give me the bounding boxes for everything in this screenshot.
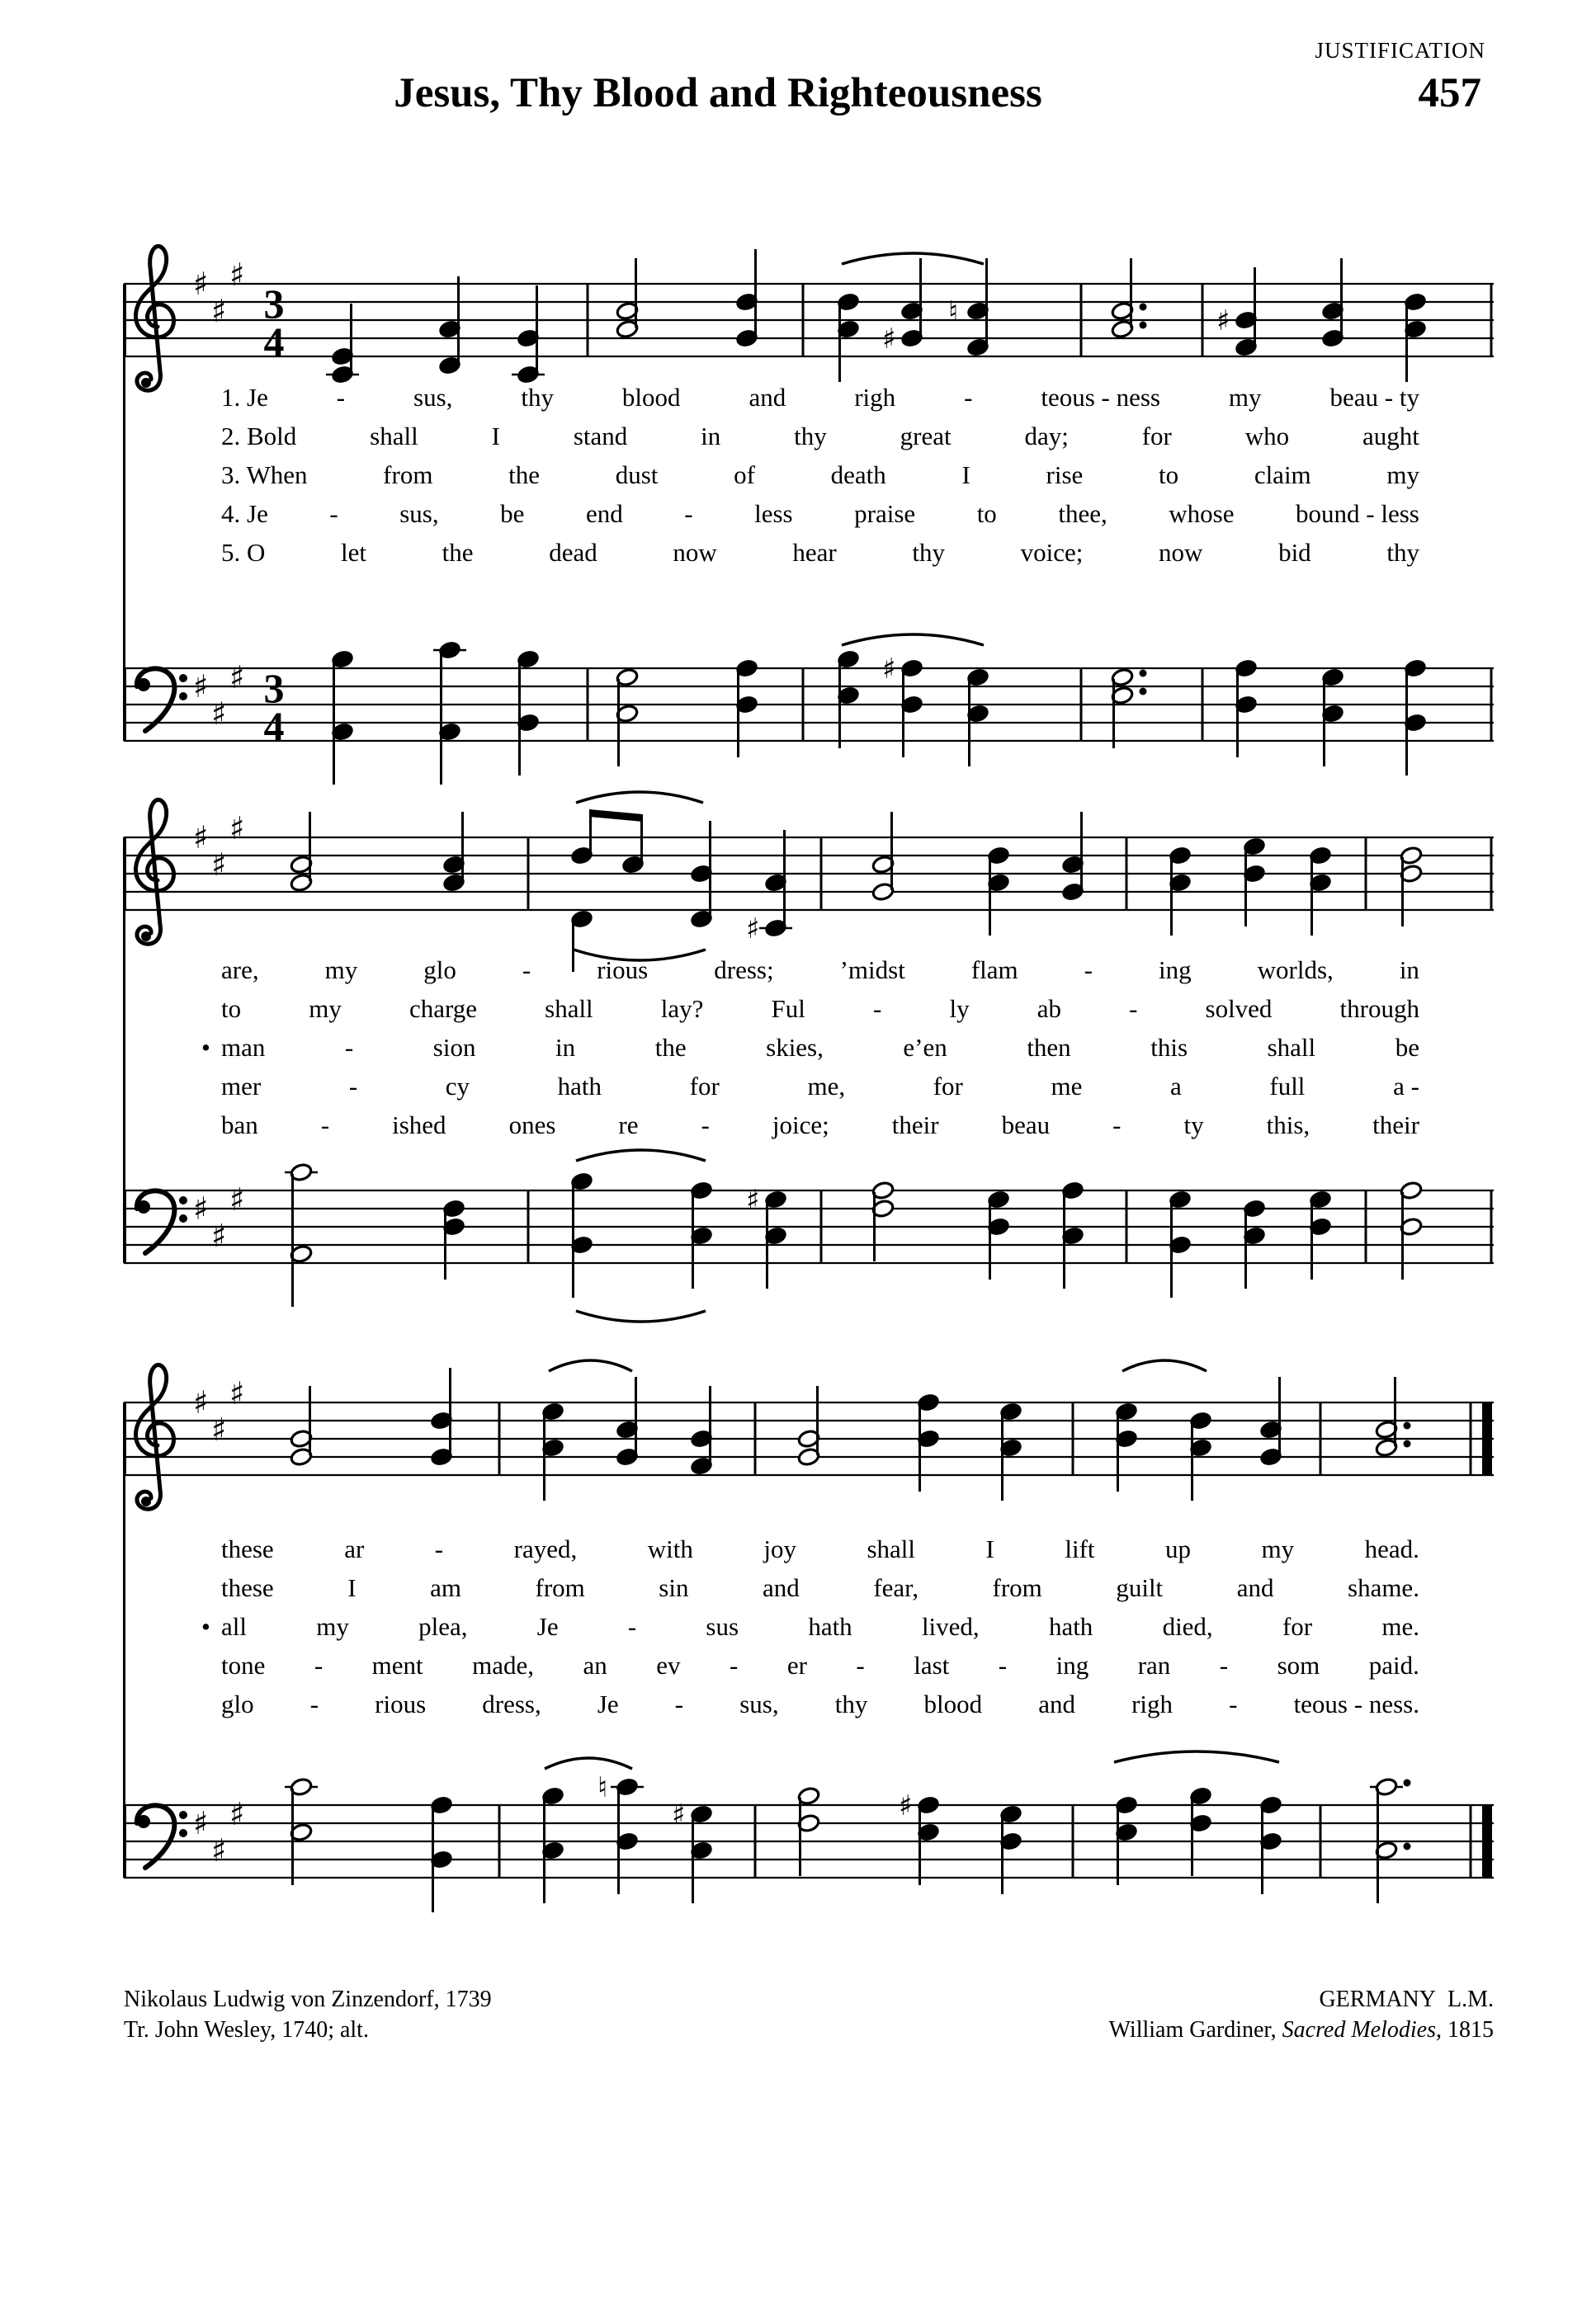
lyric-syllable: teous - ness. — [1293, 1690, 1419, 1718]
svg-text:♯: ♯ — [746, 1184, 760, 1217]
system-3-bass-staff — [124, 1756, 1494, 1954]
lyric-syllable: worlds, — [1257, 955, 1334, 984]
lyric-syllable: teous - ness — [1041, 383, 1160, 412]
lyric-syllable: - — [434, 1534, 444, 1563]
lyric-syllable: stand — [573, 422, 628, 450]
lyric-syllable: and — [1038, 1690, 1075, 1718]
lyric-syllable: my — [316, 1612, 349, 1641]
lyric-syllable: dress; — [714, 955, 774, 984]
hymn-number: 457 — [1418, 70, 1481, 116]
lyric-syllable: me — [1051, 1072, 1083, 1101]
lyric-syllable: beau — [1001, 1110, 1051, 1139]
svg-text:♯: ♯ — [193, 1805, 209, 1841]
lyric-line-4 — [221, 1072, 1419, 1110]
lyric-syllable: Ful — [771, 994, 805, 1023]
lyric-syllable: ment — [371, 1651, 423, 1680]
lyric-syllable: - — [873, 994, 882, 1023]
svg-text:♮: ♮ — [597, 1771, 608, 1804]
lyric-syllable: claim — [1254, 460, 1311, 489]
lyric-syllable: - — [1129, 994, 1138, 1023]
svg-text:4: 4 — [263, 318, 285, 365]
lyric-syllable: my — [1386, 460, 1419, 489]
lyric-syllable: hath — [557, 1072, 602, 1101]
system-2-barline — [123, 837, 125, 1263]
lyric-line-5 — [221, 538, 1419, 577]
lyric-syllable: charge — [408, 994, 478, 1023]
lyric-syllable: ing — [1055, 1651, 1089, 1680]
lyric-syllable: beau - ty — [1329, 383, 1419, 412]
lyric-syllable: Je — [536, 1612, 559, 1641]
lyric-line-1 — [221, 1534, 1419, 1573]
svg-text:♯: ♯ — [672, 1798, 686, 1831]
lyric-syllable: these — [221, 1573, 274, 1602]
lyric-syllable: - — [701, 1110, 710, 1139]
lyric-syllable: sin — [659, 1573, 689, 1602]
lyric-syllable: shall — [545, 994, 593, 1023]
lyric-syllable: sus, — [413, 383, 453, 412]
lyric-syllable: last — [914, 1651, 950, 1680]
svg-text:3: 3 — [263, 665, 285, 711]
lyric-syllable: a — [1169, 1072, 1182, 1101]
lyric-syllable: thy — [912, 538, 945, 567]
svg-text:3: 3 — [263, 280, 285, 327]
lyric-syllable: I — [985, 1534, 994, 1563]
lyric-syllable: in — [555, 1033, 576, 1062]
lyric-syllable: re — [618, 1110, 639, 1139]
lyric-syllable: and — [1236, 1573, 1274, 1602]
lyric-syllable: this — [1150, 1033, 1188, 1062]
svg-text:♯: ♯ — [193, 819, 209, 856]
svg-text:♯: ♯ — [211, 846, 227, 883]
lyric-syllable: an — [583, 1651, 607, 1680]
lyric-syllable: to — [1158, 460, 1179, 489]
lyric-syllable: in — [1399, 955, 1419, 984]
author-credit: Nikolaus Ludwig von Zinzendorf, 1739 — [124, 1987, 492, 2012]
lyric-syllable: lay? — [660, 994, 704, 1023]
svg-text:♯: ♯ — [882, 653, 896, 686]
lyric-syllable: are, — [221, 955, 259, 984]
lyric-line-2 — [221, 1573, 1419, 1612]
lyric-syllable: died, — [1162, 1612, 1213, 1641]
lyric-syllable: er — [786, 1651, 807, 1680]
lyric-syllable: let — [341, 538, 367, 567]
lyric-syllable: for — [689, 1072, 720, 1101]
lyric-syllable: thy — [1386, 538, 1419, 567]
system-1-lyrics — [221, 383, 1419, 577]
system-3-barline — [123, 1402, 125, 1878]
lyric-syllable: rayed, — [513, 1534, 578, 1563]
lyric-syllable: my — [324, 955, 358, 984]
lyric-syllable: dust — [615, 460, 659, 489]
lyric-syllable: voice; — [1020, 538, 1084, 567]
lyric-syllable: I — [961, 460, 970, 489]
lyric-syllable: to — [976, 499, 997, 528]
lyric-syllable: ab — [1037, 994, 1061, 1023]
lyric-syllable: from — [383, 460, 433, 489]
lyric-syllable: ev — [656, 1651, 681, 1680]
svg-text:♯: ♯ — [229, 659, 245, 695]
lyric-syllable: this, — [1266, 1110, 1310, 1139]
lyric-syllable: - — [348, 1072, 358, 1101]
lyric-syllable: shall — [867, 1534, 916, 1563]
system-3-lyrics — [201, 1534, 1419, 1728]
lyric-syllable: - — [309, 1690, 319, 1718]
lyric-syllable: lift — [1065, 1534, 1095, 1563]
lyric-syllable: - — [674, 1690, 684, 1718]
lyric-line-3 — [201, 1612, 1419, 1651]
lyric-syllable: solved — [1205, 994, 1273, 1023]
lyric-syllable: I — [347, 1573, 357, 1602]
lyric-line-3 — [221, 460, 1419, 499]
lyric-syllable: tone — [221, 1651, 266, 1680]
bass-clef-icon — [137, 1805, 187, 1868]
lyric-syllable: mer — [221, 1072, 262, 1101]
lyric-syllable: - — [314, 1651, 323, 1680]
lyric-line-4 — [221, 499, 1419, 538]
system-1-bass-staff — [124, 619, 1494, 817]
lyric-syllable: for — [933, 1072, 963, 1101]
svg-text:♯: ♯ — [211, 1218, 227, 1254]
lyric-syllable: - — [1112, 1110, 1122, 1139]
lyric-syllable: through — [1339, 994, 1419, 1023]
lyric-syllable: righ — [1131, 1690, 1174, 1718]
lyric-syllable: for — [1282, 1612, 1313, 1641]
lyric-syllable: rious — [375, 1690, 427, 1718]
lyric-syllable: flam — [970, 955, 1018, 984]
lyric-syllable: ly — [949, 994, 970, 1023]
tune-name: GERMANY L.M. — [1319, 1987, 1494, 2012]
lyric-syllable: - — [964, 383, 973, 412]
lyric-syllable: bid — [1278, 538, 1311, 567]
lyric-syllable: sus, — [399, 499, 439, 528]
lyric-syllable: plea, — [418, 1612, 468, 1641]
svg-text:♯: ♯ — [229, 1796, 245, 1832]
lyric-syllable: - — [344, 1033, 354, 1062]
lyric-syllable: thee, — [1058, 499, 1107, 528]
treble-clef-icon — [136, 246, 174, 390]
svg-text:♯: ♯ — [229, 257, 245, 293]
svg-text:4: 4 — [263, 703, 285, 749]
lyric-syllable: who — [1244, 422, 1290, 450]
lyric-syllable: man — [221, 1033, 266, 1062]
svg-text:♯: ♯ — [899, 1789, 913, 1822]
lyric-syllable: shall — [1267, 1033, 1316, 1062]
lyric-syllable: ished — [392, 1110, 446, 1139]
lyric-syllable: and — [748, 383, 786, 412]
lyric-syllable: made, — [472, 1651, 535, 1680]
svg-text:♯: ♯ — [1216, 304, 1230, 337]
lyric-syllable: ’midst — [839, 955, 905, 984]
lyric-syllable: 3. When — [221, 460, 308, 489]
section-header: JUSTIFICATION — [1315, 38, 1485, 63]
lyric-syllable: skies, — [766, 1033, 824, 1062]
author-credits — [124, 1984, 492, 2045]
lyric-syllable: blood — [923, 1690, 983, 1718]
lyric-syllable: praise — [854, 499, 916, 528]
verse-bullet: • — [201, 1033, 210, 1062]
lyric-syllable: with — [647, 1534, 693, 1563]
lyric-syllable: thy — [834, 1690, 868, 1718]
lyric-syllable: righ — [854, 383, 896, 412]
lyric-syllable: thy — [521, 383, 554, 412]
svg-text:♯: ♯ — [211, 695, 227, 732]
lyric-syllable: ran — [1137, 1651, 1171, 1680]
lyric-syllable: - — [522, 955, 531, 984]
lyric-syllable: 2. Bold — [221, 422, 297, 450]
lyric-syllable: whose — [1169, 499, 1235, 528]
lyric-syllable: bound - less — [1296, 499, 1419, 528]
lyric-syllable: a - — [1393, 1072, 1419, 1101]
bass-clef-icon — [137, 1190, 187, 1253]
lyric-syllable: full — [1269, 1072, 1306, 1101]
lyric-syllable: be — [1395, 1033, 1419, 1062]
lyric-syllable: 5. O — [221, 538, 266, 567]
lyric-syllable: shame. — [1348, 1573, 1419, 1602]
svg-text:♯: ♯ — [211, 1832, 227, 1869]
hymn-title: Jesus, Thy Blood and Righteousness — [394, 70, 1042, 116]
system-2-bass-staff — [124, 1141, 1494, 1339]
lyric-syllable: me. — [1381, 1612, 1419, 1641]
lyric-syllable: joy — [763, 1534, 796, 1563]
lyric-syllable: ban — [221, 1110, 258, 1139]
system-3-treble-staff — [124, 1353, 1494, 1551]
lyric-syllable: in — [701, 422, 721, 450]
svg-text:♮: ♮ — [948, 295, 959, 328]
lyric-syllable: hath — [808, 1612, 852, 1641]
lyric-syllable: - — [730, 1651, 739, 1680]
lyric-syllable: all — [221, 1612, 247, 1641]
lyric-syllable: - — [329, 499, 338, 528]
lyric-syllable: day; — [1024, 422, 1069, 450]
lyric-syllable: of — [734, 460, 755, 489]
lyric-syllable: ing — [1159, 955, 1192, 984]
lyric-syllable: hath — [1048, 1612, 1093, 1641]
lyric-syllable: joice; — [772, 1110, 829, 1139]
lyric-syllable: - — [320, 1110, 330, 1139]
lyric-syllable: dress, — [482, 1690, 541, 1718]
translator-credit: Tr. John Wesley, 1740; alt. — [124, 2017, 369, 2043]
tune-credits — [1109, 1984, 1494, 2045]
lyric-syllable: sus — [706, 1612, 739, 1641]
lyric-line-5 — [221, 1690, 1419, 1728]
lyric-syllable: up — [1165, 1534, 1192, 1563]
lyric-syllable: now — [1159, 538, 1203, 567]
lyric-syllable: fear, — [873, 1573, 919, 1602]
lyric-syllable: be — [500, 499, 525, 528]
lyric-syllable: head. — [1364, 1534, 1419, 1563]
lyric-syllable: from — [992, 1573, 1042, 1602]
lyric-syllable: - — [998, 1651, 1008, 1680]
lyric-syllable: aught — [1362, 422, 1419, 450]
lyric-syllable: dead — [549, 538, 597, 567]
lyric-syllable: lived, — [921, 1612, 980, 1641]
composer-credit: William Gardiner, Sacred Melodies, 1815 — [1108, 2017, 1494, 2043]
lyric-line-2 — [221, 422, 1419, 460]
system-1-barline — [123, 284, 125, 741]
lyric-line-1 — [221, 383, 1419, 422]
lyric-syllable: less — [754, 499, 793, 528]
lyric-syllable: ty — [1183, 1110, 1204, 1139]
lyric-syllable: then — [1027, 1033, 1071, 1062]
lyric-syllable: ar — [344, 1534, 365, 1563]
svg-text:♯: ♯ — [882, 323, 896, 356]
lyric-syllable: e’en — [903, 1033, 947, 1062]
lyric-syllable: - — [684, 499, 693, 528]
lyric-syllable: my — [309, 994, 342, 1023]
lyric-syllable: my — [1261, 1534, 1295, 1563]
lyric-syllable: great — [900, 422, 952, 450]
lyric-syllable: for — [1141, 422, 1172, 450]
lyric-syllable: the — [442, 538, 474, 567]
lyric-syllable: my — [1228, 383, 1262, 412]
lyric-syllable: guilt — [1116, 1573, 1164, 1602]
lyric-syllable: - — [1084, 955, 1093, 984]
svg-text:♯: ♯ — [193, 266, 209, 302]
lyric-line-2 — [221, 994, 1419, 1033]
svg-text:♯: ♯ — [211, 1412, 227, 1448]
lyric-syllable: rious — [597, 955, 649, 984]
lyric-syllable: and — [763, 1573, 800, 1602]
lyric-syllable: sus, — [739, 1690, 779, 1718]
svg-text:♯: ♯ — [746, 912, 760, 945]
lyric-syllable: - — [627, 1612, 637, 1641]
svg-text:♯: ♯ — [229, 1181, 245, 1218]
lyric-syllable: their — [1372, 1110, 1419, 1139]
lyric-line-3 — [201, 1033, 1419, 1072]
svg-text:♯: ♯ — [193, 668, 209, 705]
bass-clef-icon — [137, 668, 187, 731]
lyric-syllable: I — [491, 422, 500, 450]
lyric-syllable: hear — [792, 538, 837, 567]
lyric-syllable: the — [508, 460, 541, 489]
lyric-syllable: glo — [423, 955, 456, 984]
lyric-syllable: to — [221, 994, 242, 1023]
lyric-syllable: blood — [621, 383, 681, 412]
lyric-syllable: cy — [445, 1072, 470, 1101]
lyric-syllable: 1. Je — [221, 383, 268, 412]
lyric-syllable: me, — [807, 1072, 846, 1101]
system-2-lyrics — [201, 955, 1419, 1149]
svg-text:♯: ♯ — [229, 1375, 245, 1412]
lyric-syllable: their — [891, 1110, 939, 1139]
svg-text:♯: ♯ — [211, 293, 227, 329]
lyric-syllable: these — [221, 1534, 274, 1563]
lyric-syllable: - — [856, 1651, 865, 1680]
lyric-syllable: death — [830, 460, 886, 489]
lyric-syllable: - — [336, 383, 346, 412]
lyric-syllable: Je — [597, 1690, 619, 1718]
verse-bullet: • — [201, 1612, 210, 1641]
svg-text:♯: ♯ — [193, 1190, 209, 1227]
lyric-syllable: now — [673, 538, 717, 567]
lyric-syllable: am — [430, 1573, 461, 1602]
lyric-syllable: thy — [794, 422, 827, 450]
treble-clef-icon — [136, 799, 174, 944]
lyric-syllable: - — [1219, 1651, 1229, 1680]
lyric-syllable: shall — [370, 422, 418, 450]
lyric-syllable: glo — [221, 1690, 254, 1718]
lyric-syllable: sion — [432, 1033, 476, 1062]
lyric-syllable: som — [1277, 1651, 1320, 1680]
lyric-syllable: from — [535, 1573, 585, 1602]
lyric-syllable: the — [654, 1033, 687, 1062]
lyric-syllable: - — [1229, 1690, 1238, 1718]
lyric-line-1 — [221, 955, 1419, 994]
svg-text:♯: ♯ — [229, 810, 245, 846]
lyric-syllable: 4. Je — [221, 499, 268, 528]
lyric-syllable: rise — [1046, 460, 1084, 489]
svg-text:♯: ♯ — [193, 1384, 209, 1421]
lyric-syllable: paid. — [1368, 1651, 1419, 1680]
lyric-line-5 — [221, 1110, 1419, 1149]
lyric-syllable: end — [585, 499, 623, 528]
lyric-line-4 — [221, 1651, 1419, 1690]
lyric-syllable: ones — [508, 1110, 556, 1139]
treble-clef-icon — [136, 1365, 174, 1509]
